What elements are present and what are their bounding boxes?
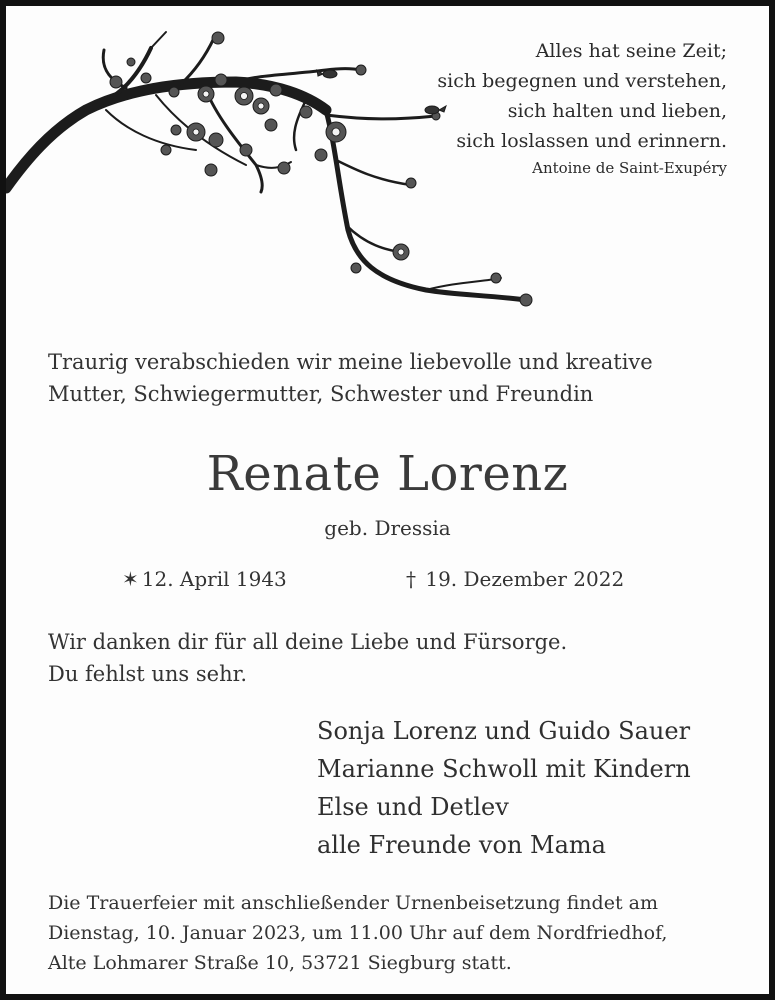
quote-line: Alles hat seine Zeit; (535, 40, 727, 62)
mourner: Sonja Lorenz und Guido Sauer (317, 717, 691, 745)
quote-line: sich begegnen und verstehen, (437, 70, 727, 92)
thanks-text (48, 626, 748, 690)
mourner: alle Freunde von Mama (317, 831, 606, 859)
intro-line: Mutter, Schwiegermutter, Schwester und Freundin (48, 382, 594, 406)
mourner: Marianne Schwoll mit Kindern (317, 755, 691, 783)
intro-line: Traurig verabschieden wir meine liebevolle und kreative (48, 350, 653, 374)
service-line: Alte Lohmarer Straße 10, 53721 Siegburg statt. (48, 952, 512, 974)
intro-text (48, 346, 748, 410)
deceased-name: Renate Lorenz (206, 446, 569, 502)
thanks-line: Du fehlst uns sehr. (48, 662, 248, 686)
service-line: Dienstag, 10. Januar 2023, um 11.00 Uhr auf dem Nordfriedhof, (48, 922, 668, 944)
mourner: Else und Detlev (317, 793, 509, 821)
quote-author: Antoine de Saint-Exupéry (532, 159, 727, 177)
birth-date-text: 12. April 1943 (141, 567, 287, 591)
quote-line: sich loslassen und erinnern. (456, 130, 727, 152)
thanks-line: Wir danken dir für all deine Liebe und Fürsorge. (48, 630, 568, 654)
birth-name: geb. Dressia (324, 516, 451, 540)
quote (437, 36, 727, 181)
quote-line: sich halten und lieben, (507, 100, 727, 122)
death-date (406, 564, 624, 594)
mourners-list (317, 712, 691, 864)
service-line: Die Trauerfeier mit anschließender Urnenbeisetzung findet am (48, 892, 658, 914)
birth-star-icon: ✶ (122, 567, 139, 591)
birth-date (122, 564, 287, 594)
death-cross-icon: † (406, 567, 416, 591)
death-date-text: 19. Dezember 2022 (425, 567, 625, 591)
service-info (48, 888, 758, 978)
